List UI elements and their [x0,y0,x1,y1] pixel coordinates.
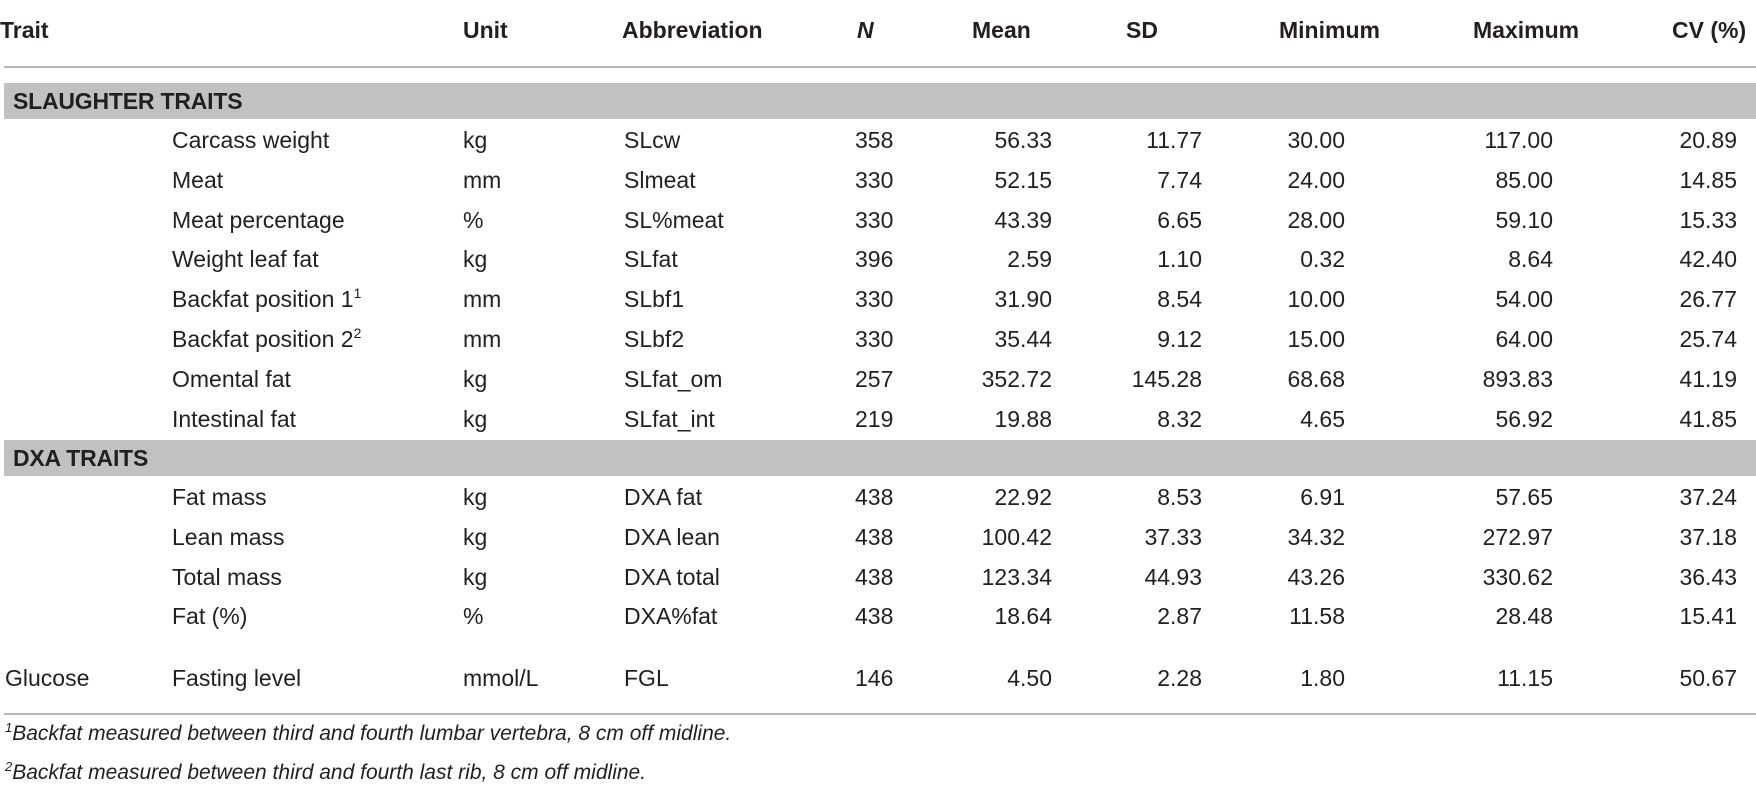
cell-unit [463,399,487,439]
footnote-marker: 1 [353,285,362,302]
cell-n-text: 257 [855,365,894,392]
cell-unit-text: kg [463,127,488,153]
cell-cv [1679,658,1737,698]
cell-minimum-text: 1.80 [1300,665,1345,691]
cell-minimum-text: 4.65 [1300,405,1345,432]
cell-maximum [1508,239,1553,279]
cell-unit [463,477,487,517]
cell-mean [982,359,1052,399]
cell-abbreviation-text: DXA fat [624,484,702,510]
cell-maximum-text: 893.83 [1482,365,1553,392]
cell-maximum-text: 59.10 [1495,206,1553,233]
cell-trait [172,596,247,636]
cell-unit [463,359,487,399]
cell-cv [1679,160,1737,200]
cell-abbreviation [624,319,684,359]
cell-unit [463,239,487,279]
table-row [0,160,1756,200]
cell-n-text: 146 [855,665,894,691]
cell-mean [982,517,1052,557]
cell-n [855,279,893,319]
cell-unit-text: kg [463,523,488,550]
cell-mean-text: 4.50 [1007,665,1052,691]
cell-minimum-text: 6.91 [1300,484,1345,510]
cell-abbreviation-text: FGL [624,665,669,691]
header-unit: Unit [463,17,508,43]
cell-mean-text: 123.34 [981,563,1052,590]
cell-abbreviation [624,359,722,399]
cell-maximum-text: 85.00 [1495,166,1553,193]
footnote-marker: 2 [353,325,362,341]
cell-abbreviation [624,658,669,698]
cell-sd-text: 2.28 [1157,665,1202,691]
table-row [0,517,1756,557]
cell-n [855,200,893,240]
cell-cv [1679,517,1737,557]
cell-n-text: 438 [855,523,894,550]
cell-mean [994,200,1052,240]
cell-sd [1132,359,1202,399]
cell-unit-text: % [463,206,484,233]
cell-abbreviation-text: SLbf1 [624,286,685,313]
cell-n [855,477,893,517]
table-row [0,359,1756,399]
cell-mean-text: 31.90 [994,286,1052,313]
table-row [0,596,1756,636]
cell-maximum [1495,200,1553,240]
bottom-rule [4,713,1756,715]
header-maximum: Maximum [1473,17,1580,43]
cell-sd-text: 1.10 [1157,246,1202,273]
cell-cv [1679,477,1737,517]
cell-minimum [1300,477,1345,517]
cell-mean-text: 35.44 [994,326,1052,352]
cell-cv-text: 15.41 [1679,603,1737,630]
cell-cv [1679,399,1737,439]
cell-maximum [1495,319,1553,359]
cell-abbreviation-text: DXA%fat [624,603,718,630]
cell-abbreviation-text: Slmeat [624,166,696,193]
cell-cv-text: 37.18 [1679,523,1737,550]
cell-trait-text: Fat (%) [172,603,248,630]
footnote-text: Backfat measured between third and fourth last rib, 8 cm off midline. [12,761,647,784]
cell-cv-text: 15.33 [1679,206,1737,233]
cell-maximum [1495,596,1553,636]
cell-mean-text: 56.33 [994,127,1052,153]
cell-sd-text: 11.77 [1146,127,1202,153]
cell-cv-text: 41.19 [1679,365,1737,392]
section-label: DXA TRAITS [13,445,149,471]
cell-sd [1146,120,1202,160]
cell-cv [1679,200,1737,240]
cell-unit [463,596,483,636]
cell-cv-text: 36.43 [1679,563,1737,590]
cell-mean [1007,239,1052,279]
cell-maximum-text: 54.00 [1495,286,1553,313]
cell-n [855,239,893,279]
cell-cv-text: 26.77 [1679,286,1737,313]
header-trait: Trait [0,17,49,43]
cell-mean [994,319,1052,359]
cell-sd [1157,477,1202,517]
cell-maximum-text: 28.48 [1495,603,1553,630]
cell-trait [172,477,267,517]
cell-abbreviation-text: DXA lean [624,523,720,550]
cell-mean-text: 22.92 [994,484,1052,510]
cell-trait-text: Meat [172,166,224,193]
cell-mean [982,557,1052,597]
cell-trait-text: Weight leaf fat [172,246,319,273]
cell-trait [172,239,319,279]
table-row [0,477,1756,517]
cell-unit-text: kg [463,484,488,510]
cell-cv [1679,319,1737,359]
footnote-text: Backfat measured between third and fourth lumbar vertebra, 8 cm off midline. [12,722,732,745]
cell-n-text: 396 [855,246,894,273]
cell-minimum-text: 68.68 [1287,365,1345,392]
cell-maximum [1495,160,1553,200]
table-row [0,279,1756,319]
cell-mean-text: 352.72 [981,365,1052,392]
table-row [0,557,1756,597]
cell-minimum-text: 11.58 [1289,603,1345,630]
cell-mean [994,596,1052,636]
cell-unit-text: % [463,603,484,630]
cell-cv [1679,120,1737,160]
table-row [0,399,1756,439]
cell-minimum-text: 10.00 [1287,286,1345,313]
cell-unit-text: mm [463,166,502,193]
cell-cv-text: 14.85 [1679,166,1737,193]
cell-abbreviation [624,399,715,439]
cell-n-text: 438 [855,484,894,510]
cell-abbreviation [624,200,724,240]
cell-trait-text: Fasting level [172,665,302,691]
cell-sd [1157,200,1202,240]
cell-cv [1679,596,1737,636]
cell-trait-text: Fat mass [172,484,267,510]
cell-n-text: 438 [855,603,894,630]
cell-abbreviation [624,477,702,517]
header-sd: SD [1126,17,1158,43]
cell-cv [1679,359,1737,399]
cell-sd-text: 145.28 [1131,365,1202,392]
table-row [0,319,1756,359]
cell-unit-text: mm [463,286,502,313]
cell-trait-text: Backfat position 2 [172,326,354,352]
cell-group [5,658,89,698]
cell-unit [463,319,501,359]
section-label: SLAUGHTER TRAITS [13,88,243,114]
section-band [4,83,1756,119]
cell-maximum-text: 11.15 [1497,665,1553,691]
cell-cv-text: 41.85 [1679,405,1737,432]
cell-minimum [1287,120,1345,160]
cell-mean-text: 52.15 [994,166,1052,193]
cell-mean [994,279,1052,319]
cell-cv-text: 50.67 [1679,665,1737,691]
cell-cv-text: 25.74 [1679,326,1737,352]
cell-sd-text: 8.53 [1157,484,1202,510]
table-row [0,239,1756,279]
cell-sd-text: 7.74 [1157,166,1202,193]
cell-minimum-text: 28.00 [1287,206,1345,233]
header-n: N [857,17,874,43]
cell-cv-text: 42.40 [1679,246,1737,273]
cell-abbreviation-text: SLfat_om [624,365,723,392]
cell-mean [994,399,1052,439]
cell-abbreviation-text: SLfat [624,246,678,273]
cell-maximum [1483,359,1553,399]
footnote-mark: 1 [5,720,13,735]
cell-trait-text: Intestinal fat [172,405,297,432]
cell-unit-text: kg [463,563,488,590]
cell-minimum [1287,319,1345,359]
cell-n-text: 330 [855,166,894,193]
cell-minimum [1300,399,1345,439]
cell-trait [172,200,345,240]
cell-unit-text: mm [463,326,502,352]
cell-maximum-text: 56.92 [1495,405,1553,432]
cell-maximum-text: 57.65 [1495,484,1553,510]
cell-abbreviation [624,120,680,160]
cell-n [855,359,893,399]
cell-n [855,596,893,636]
cell-maximum-text: 330.62 [1482,563,1553,590]
section-band [4,440,1756,476]
cell-n [855,319,893,359]
cell-maximum [1497,658,1553,698]
cell-n [855,120,893,160]
cell-mean [1007,658,1052,698]
cell-cv-text: 37.24 [1679,484,1737,510]
header-rule [4,66,1756,68]
cell-minimum-text: 15.00 [1287,326,1345,352]
header-abbreviation: Abbreviation [622,17,763,43]
cell-trait [172,517,285,557]
cell-sd [1144,557,1202,597]
cell-minimum-text: 24.00 [1287,166,1345,193]
cell-n-text: 219 [855,405,894,432]
cell-trait [172,399,296,439]
cell-sd [1157,160,1202,200]
cell-maximum [1483,557,1553,597]
cell-sd-text: 2.87 [1157,603,1202,630]
cell-trait [172,658,301,698]
cell-trait [172,160,223,200]
cell-trait-text: Backfat position 1 [172,286,354,313]
cell-trait-text: Total mass [172,563,282,590]
cell-sd [1144,517,1202,557]
cell-maximum-text: 8.64 [1508,246,1553,273]
cell-trait [172,319,361,359]
cell-maximum [1495,477,1553,517]
cell-minimum-text: 0.32 [1300,246,1345,273]
cell-mean-text: 19.88 [994,405,1052,432]
cell-abbreviation-text: SL%meat [624,206,724,233]
cell-sd-text: 8.54 [1157,286,1202,313]
cell-minimum [1289,596,1345,636]
cell-unit [463,279,501,319]
cell-trait [172,279,361,319]
cell-mean [994,120,1052,160]
cell-sd [1157,239,1202,279]
cell-sd-text: 37.33 [1144,523,1202,550]
cell-unit-text: kg [463,365,488,392]
table-row [0,658,1756,698]
cell-minimum-text: 30.00 [1287,127,1345,153]
cell-sd-text: 9.12 [1157,326,1202,352]
cell-sd-text: 8.32 [1157,405,1202,432]
cell-maximum [1483,517,1553,557]
cell-minimum [1287,200,1345,240]
cell-trait-text: Omental fat [172,365,291,392]
cell-n-text: 358 [855,127,894,153]
cell-maximum-text: 272.97 [1482,523,1553,550]
cell-abbreviation [624,279,684,319]
cell-sd [1157,399,1202,439]
footnote [5,761,646,785]
cell-minimum-text: 34.32 [1287,523,1345,550]
cell-unit-text: mmol/L [463,665,539,691]
cell-maximum-text: 64.00 [1495,326,1553,352]
cell-minimum [1287,279,1345,319]
cell-maximum [1495,279,1553,319]
cell-mean [994,160,1052,200]
cell-abbreviation [624,557,720,597]
cell-abbreviation-text: SLcw [624,127,681,153]
cell-abbreviation-text: DXA total [624,563,720,590]
cell-abbreviation [624,239,678,279]
table-row [0,200,1756,240]
cell-abbreviation [624,596,717,636]
cell-trait [172,557,282,597]
cell-trait-text: Meat percentage [172,206,345,233]
cell-n [855,160,893,200]
cell-sd [1157,596,1202,636]
header-cv: CV (%) [1672,17,1747,43]
cell-unit [463,517,487,557]
cell-minimum-text: 43.26 [1287,563,1345,590]
cell-sd-text: 44.93 [1144,563,1202,590]
cell-cv [1679,279,1737,319]
header-minimum: Minimum [1279,17,1380,43]
cell-trait [172,120,329,160]
cell-maximum [1495,399,1553,439]
cell-unit [463,200,483,240]
cell-unit [463,120,487,160]
cell-unit [463,658,538,698]
cell-trait-text: Carcass weight [172,127,330,153]
footnote-mark: 2 [5,759,13,774]
cell-abbreviation [624,517,720,557]
cell-mean-text: 43.39 [994,206,1052,233]
cell-n [855,399,893,439]
cell-n-text: 330 [855,326,894,352]
cell-abbreviation-text: SLfat_int [624,405,715,432]
cell-n-text: 438 [855,563,894,590]
cell-sd-text: 6.65 [1157,206,1202,233]
cell-cv-text: 20.89 [1679,127,1737,153]
cell-n [855,517,893,557]
cell-minimum [1287,557,1345,597]
table-row [0,120,1756,160]
cell-unit [463,160,501,200]
cell-unit-text: kg [463,405,488,432]
cell-group-text: Glucose [5,665,90,691]
cell-minimum [1287,517,1345,557]
header-mean: Mean [972,17,1031,43]
cell-trait-text: Lean mass [172,523,285,550]
cell-n-text: 330 [855,286,894,313]
cell-n-text: 330 [855,206,894,233]
cell-minimum [1287,359,1345,399]
cell-cv [1679,557,1737,597]
cell-n [855,658,893,698]
cell-mean [994,477,1052,517]
cell-unit-text: kg [463,246,488,273]
cell-trait [172,359,291,399]
cell-sd [1157,279,1202,319]
cell-unit [463,557,487,597]
cell-mean-text: 100.42 [981,523,1052,550]
cell-abbreviation-text: SLbf2 [624,326,685,352]
cell-minimum [1300,658,1345,698]
footnote [5,722,731,746]
cell-mean-text: 18.64 [994,603,1052,630]
cell-n [855,557,893,597]
cell-cv [1679,239,1737,279]
cell-maximum-text: 117.00 [1484,127,1553,153]
cell-minimum [1300,239,1345,279]
cell-sd [1157,658,1202,698]
cell-sd [1157,319,1202,359]
cell-minimum [1287,160,1345,200]
cell-abbreviation [624,160,696,200]
cell-mean-text: 2.59 [1007,246,1052,273]
cell-maximum [1484,120,1553,160]
